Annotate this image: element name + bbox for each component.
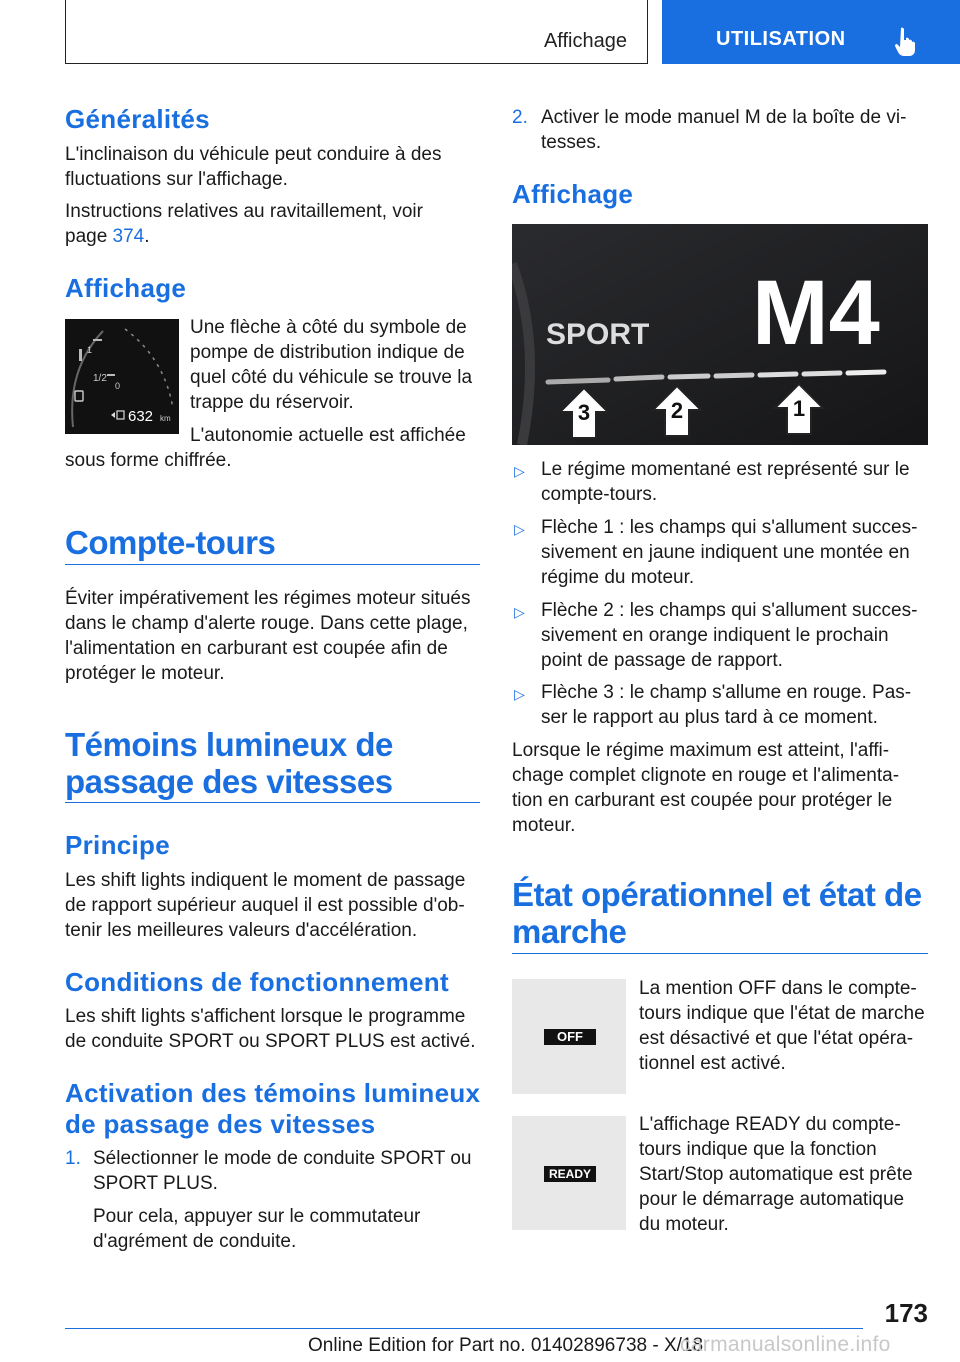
bullet-triangle-icon: ▷ bbox=[514, 521, 525, 537]
arrow-label-1: 1 bbox=[792, 396, 806, 421]
title-rule bbox=[65, 564, 480, 565]
off-text: La mention OFF dans le compte- tours indique que l'état de marche est désactivé et que l'état opéra- tionnel est activé. bbox=[639, 978, 925, 1074]
shift-lights-display-image bbox=[512, 224, 928, 445]
off-badge: OFF bbox=[544, 1029, 596, 1045]
step-2-text: Activer le mode manuel M de la boîte de vi- tesses. bbox=[541, 107, 907, 153]
gauge-range-value: 632 bbox=[128, 408, 154, 425]
bullet-triangle-icon: ▷ bbox=[514, 463, 525, 479]
watermark: carmanualsonline.info bbox=[680, 1333, 891, 1356]
section-title-conditions: Conditions de fonctionnement bbox=[65, 967, 449, 997]
chapter-title-etat: État opérationnel et état de marche bbox=[512, 876, 922, 950]
chapter-title-temoins: Témoins lumineux de passage des vitesses bbox=[65, 726, 393, 800]
title-rule bbox=[65, 802, 480, 803]
fuel-pump-icon bbox=[75, 391, 83, 401]
header-section-title: Affichage bbox=[543, 30, 627, 52]
header-chapter-tab bbox=[662, 0, 960, 64]
display-mode-label: SPORT bbox=[546, 318, 650, 351]
bullet-text-4: Flèche 3 : le champ s'allume en rouge. Pas- ser le rapport au plus tard à ce moment. bbox=[541, 682, 912, 728]
gauge-half-label: 1/2 bbox=[93, 373, 107, 384]
bullet-triangle-icon: ▷ bbox=[514, 686, 525, 702]
section-title-principe: Principe bbox=[65, 830, 170, 860]
compte-tours-text: Éviter impérativement les régimes moteur situés dans le champ d'alerte rouge. Dans cette plage, l'alimentation en carburant est coupée afin de protéger le moteur. bbox=[65, 588, 471, 684]
arrow-label-3: 3 bbox=[577, 400, 591, 425]
ready-badge: READY bbox=[544, 1166, 596, 1182]
ready-indicator-image bbox=[512, 1116, 626, 1230]
step-number-1: 1. bbox=[65, 1148, 81, 1169]
page-link[interactable]: 374 bbox=[112, 226, 145, 247]
gauge-range-unit: km bbox=[160, 414, 171, 423]
display-gear-label: M4 bbox=[752, 262, 880, 364]
bullet-text-3: Flèche 2 : les champs qui s'allument succes- sivement en orange indiquent le prochain point de passage de rapport. bbox=[541, 600, 918, 671]
section-title-affichage-left: Affichage bbox=[65, 273, 187, 303]
arrow-label-2: 2 bbox=[670, 398, 684, 423]
bullet-text-2: Flèche 1 : les champs qui s'allument succes- sivement en jaune indiquent une montée en régime du moteur. bbox=[541, 517, 918, 588]
svg-text:0: 0 bbox=[115, 381, 121, 391]
footer-edition: Online Edition for Part no. 01402896738 - X/18 bbox=[308, 1335, 704, 1356]
bullet-text-1: Le régime momentané est représenté sur le compte-tours. bbox=[541, 459, 910, 505]
footer-rule bbox=[65, 1328, 863, 1329]
chapter-title-compte-tours: Compte-tours bbox=[65, 524, 276, 561]
step-1-text: Sélectionner le mode de conduite SPORT ou SPORT PLUS. Pour cela, appuyer sur le commutateur d'agrément de conduite. bbox=[93, 1148, 472, 1252]
step-number-2: 2. bbox=[512, 107, 528, 128]
title-rule bbox=[512, 953, 928, 954]
generalites-text-1: L'inclinaison du véhicule peut conduire à des fluctuations sur l'affichage. bbox=[65, 144, 442, 190]
svg-text:1: 1 bbox=[87, 345, 93, 355]
pointing-hand-icon bbox=[892, 26, 922, 56]
conditions-text: Les shift lights s'affichent lorsque le programme de conduite SPORT ou SPORT PLUS est activé. bbox=[65, 1006, 476, 1052]
max-rpm-text: Lorsque le régime maximum est atteint, l'affi- chage complet clignote en rouge et l'alimenta- tion en carburant est coupée pour protéger le moteur. bbox=[512, 740, 900, 836]
affichage-text-last: sous forme chiffrée. bbox=[65, 450, 232, 471]
bullet-triangle-icon: ▷ bbox=[514, 604, 525, 620]
fuel-gauge-image bbox=[65, 319, 179, 434]
affichage-text: Une flèche à côté du symbole de pompe de distribution indique de quel côté du véhicule se trouve la trappe du réservoir. L'autonomie actuelle est affichée bbox=[190, 317, 473, 446]
section-title-generalites: Généralités bbox=[65, 104, 210, 134]
header-chapter-title: UTILISATION bbox=[716, 28, 846, 50]
principe-text: Les shift lights indiquent le moment de passage de rapport supérieur auquel il est possible d'ob- tenir les meilleures valeurs d'accélération. bbox=[65, 870, 466, 941]
header-section-box bbox=[65, 0, 648, 64]
generalites-text-2: Instructions relatives au ravitaillement, voir page 374. bbox=[65, 201, 423, 247]
ready-text: L'affichage READY du compte- tours indique que la fonction Start/Stop automatique est prête pour le démarrage automatique du moteur. bbox=[639, 1114, 913, 1235]
section-title-affichage-right: Affichage bbox=[512, 179, 634, 209]
section-title-activation: Activation des témoins lumineux de passage des vitesses bbox=[65, 1078, 481, 1139]
page-number: 173 bbox=[884, 1298, 928, 1328]
off-indicator-image bbox=[512, 979, 626, 1094]
